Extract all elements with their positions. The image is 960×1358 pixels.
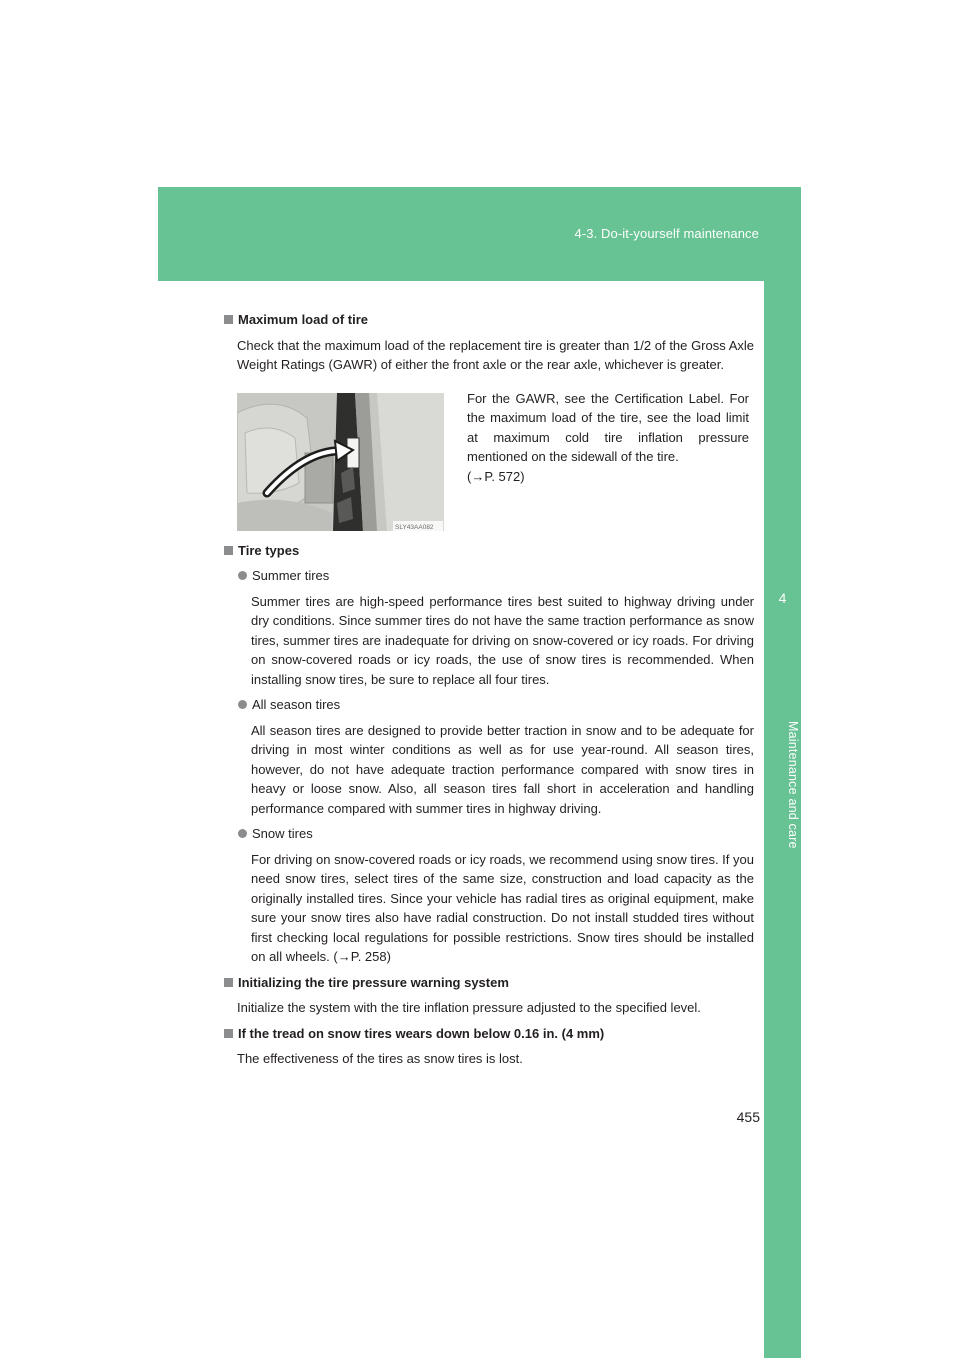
- door-pillar-drawing: [237, 393, 444, 531]
- chapter-number: 4: [778, 590, 787, 606]
- figure-caption-text: For the GAWR, see the Certification Label. For the maximum load of the tire, see the load limit at maximum cold tire inflation pressure mentioned on the sidewall of the tire.: [467, 390, 749, 464]
- square-bullet-icon: [224, 315, 233, 324]
- heading-tire-types: Tire types: [224, 541, 754, 561]
- heading-initializing: Initializing the tire pressure warning system: [224, 973, 754, 993]
- chapter-header-band: [158, 187, 801, 281]
- figure-code: SLY43AA082: [395, 523, 434, 531]
- paragraph-initializing: Initialize the system with the tire inflation pressure adjusted to the specified level.: [237, 1000, 701, 1015]
- paragraph-maximum-load: Check that the maximum load of the replacement tire is greater than 1/2 of the Gross Axle Weight Ratings (GAWR) of either the front axle or the rear axle, whichever is greater.: [237, 337, 754, 372]
- subheading-all-season-tires: All season tires: [224, 695, 754, 715]
- square-bullet-icon: [224, 546, 233, 555]
- round-bullet-icon: [238, 700, 247, 709]
- figure-caption: [467, 389, 749, 487]
- chapter-label: Maintenance and care: [786, 721, 800, 849]
- certification-label-figure-row: [224, 379, 754, 535]
- paragraph-summer-tires: Summer tires are high-speed performance tires best suited to highway driving under dry conditions. Since summer tires do not have the same traction performance as snow tires, summer tires are inadequate for driving on snow-covered or icy roads. For driving on snow-covered roads or icy roads, the use of snow tires is recommended. When installing snow tires, be sure to replace all four tires.: [251, 593, 754, 687]
- square-bullet-icon: [224, 1029, 233, 1038]
- paragraph-all-season-tires: All season tires are designed to provide better traction in snow and to be adequate for driving in most winter conditions as well as for use year-round. All season tires, however, do not have adequate traction performance compared with snow tires in heavy or loose snow. Also, all season tires fall short in acceleration and handling performance compared with summer tires in highway driving.: [251, 722, 754, 816]
- page-content: [224, 310, 754, 1069]
- chapter-side-tab: [764, 281, 801, 1358]
- subheading-snow-tires: Snow tires: [224, 824, 754, 844]
- heading-maximum-load: Maximum load of tire: [224, 310, 754, 330]
- paragraph-tread-wear: The effectiveness of the tires as snow tires is lost.: [237, 1051, 523, 1066]
- round-bullet-icon: [238, 571, 247, 580]
- page-number: 455: [736, 1109, 760, 1125]
- page-reference-572: (→P. 572): [467, 468, 525, 484]
- paragraph-snow-tires: For driving on snow-covered roads or icy roads, we recommend using snow tires. If you need snow tires, select tires of the same size, construction and load capacity as the originally installed tires. Since your vehicle has radial tires as original equipment, make sure your snow tires also have radial construction. Do not install studded tires without first checking local regulations for possible restrictions. Snow tires should be installed on all wheels. (→P. 258): [251, 851, 754, 964]
- round-bullet-icon: [238, 829, 247, 838]
- heading-tread-wear: If the tread on snow tires wears down below 0.16 in. (4 mm): [224, 1024, 754, 1044]
- square-bullet-icon: [224, 978, 233, 987]
- door-pillar-illustration: [237, 393, 444, 531]
- chapter-section-title: 4-3. Do-it-yourself maintenance: [574, 226, 759, 241]
- subheading-summer-tires: Summer tires: [224, 566, 754, 586]
